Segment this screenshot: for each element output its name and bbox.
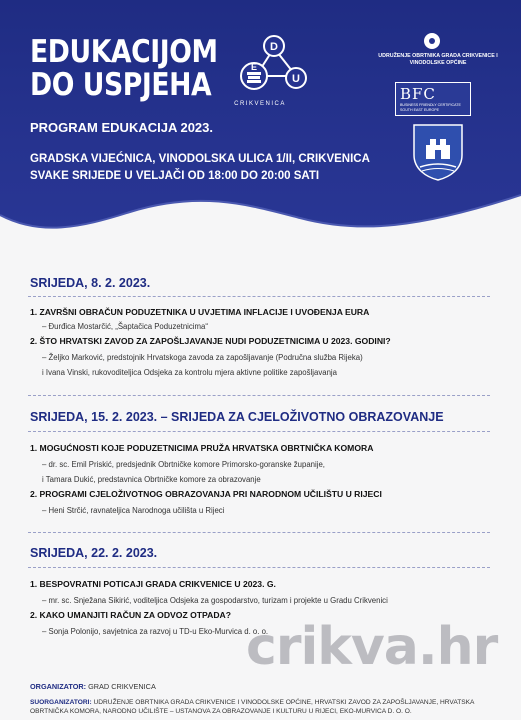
city-crest-icon (412, 123, 464, 181)
session-1-item-2-title: 2. ŠTO HRVATSKI ZAVOD ZA ZAPOŠLJAVANJE NUDI PODUZETNICIMA U 2023. GODINI? (30, 336, 391, 346)
session-3-item-1-title: 1. BESPOVRATNI POTICAJI GRADA CRIKVENICE U 2023. G. (30, 579, 276, 589)
title-line-2: DO USPJEHA (30, 67, 212, 103)
program-subtitle: PROGRAM EDUKACIJA 2023. (30, 120, 214, 135)
divider (28, 296, 490, 297)
divider (28, 532, 490, 533)
title-line-1: EDUKACIJOM (30, 34, 218, 70)
location-schedule: SVAKE SRIJEDE U VELJAČI OD 18:00 DO 20:00 SATI (30, 170, 320, 182)
session-1-item-1-speaker: – Đurđica Mostarčić, „Šaptačica Poduzetnicima“ (42, 322, 208, 331)
session-3-item-2-title: 2. KAKO UMANJITI RAČUN ZA ODVOZ OTPADA? (30, 610, 231, 620)
session-date-3: SRIJEDA, 22. 2. 2023. (30, 546, 158, 560)
logo-letter-u: U (292, 73, 300, 85)
event-title (30, 36, 218, 102)
session-1-item-2-speaker: – Željko Marković, predstojnik Hrvatskoga zavoda za zapošljavanje (Područna služba Rijeka) (42, 353, 363, 362)
session-2-item-1-title: 1. MOGUĆNOSTI KOJE PODUZETNICIMA PRUŽA HRVATSKA OBRTNIČKA KOMORA (30, 443, 374, 453)
session-date-1: SRIJEDA, 8. 2. 2023. (30, 276, 151, 290)
logo-letter-e: E (250, 62, 258, 72)
session-1-item-1-title: 1. ZAVRŠNI OBRAČUN PODUZETNIKA U UVJETIMA INFLACIJE I UVOĐENJA EURA (30, 307, 370, 317)
coorganizers-label: SUORGANIZATORI: (30, 699, 92, 706)
session-2-item-2-speaker: – Heni Strčić, ravnateljica Narodnoga učilišta u Rijeci (42, 506, 225, 515)
session-3-item-1-speaker: – mr. sc. Snježana Sikirić, voditeljica Odsjeka za gospodarstvo, turizam i projekte u Gradu Crikvenici (42, 596, 388, 605)
organizer-label: ORGANIZATOR: (30, 682, 87, 691)
association-name: UDRUŽENJE OBRTNIKA GRADA CRIKVENICE I VINODOLSKE OPĆINE (378, 53, 498, 66)
watermark: crikva.hr (246, 617, 498, 677)
session-2-item-1-speaker-cont: i Tamara Dukić, predstavnica Obrtničke komore za obrazovanje (42, 475, 261, 484)
edu-molecule-logo (230, 32, 322, 104)
logo-caption: CRIKVENICA (234, 101, 286, 107)
divider (28, 431, 490, 432)
bfc-logo-text: BFC (400, 85, 436, 103)
association-logo-icon (424, 33, 440, 49)
organizer-line (30, 682, 156, 691)
divider (28, 395, 490, 396)
location-address: GRADSKA VIJEĆNICA, VINODOLSKA ULICA 1/II, CRIKVENICA (30, 153, 370, 165)
organizer-name: GRAD CRIKVENICA (88, 682, 156, 691)
location-info (30, 151, 370, 185)
bfc-logo (395, 82, 471, 116)
session-3-item-2-speaker: – Sonja Polonijo, savjetnica za razvoj u TD-u Eko-Murvica d. o. o. (42, 627, 269, 636)
coorganizers-list: UDRUŽENJE OBRTNIKA GRADA CRIKVENICE I VINODOLSKE OPĆINE, HRVATSKI ZAVOD ZA ZAPOŠLJAVANJE, HRVATSKA OBRTNIČKA KOMORA, NARODNO UČILIŠTE – USTANOVA ZA OBRAZOVANJE I KULTURU U RIJECI, EKO-MURVICA D. O. O. (30, 699, 475, 715)
logo-letter-d: D (270, 41, 278, 53)
header-banner (0, 0, 521, 262)
bfc-logo-subtitle: BUSINESS FRIENDLY CERTIFICATE SOUTH EAST EUROPE (400, 103, 461, 112)
coorganizers-block (30, 698, 495, 716)
session-1-item-2-speaker-cont: i Ivana Vinski, rukovoditeljica Odsjeka za kontrolu mjera aktivne politike zapošljavanja (42, 368, 337, 377)
session-2-item-2-title: 2. PROGRAMI CJELOŽIVOTNOG OBRAZOVANJA PRI NARODNOM UČILIŠTU U RIJECI (30, 489, 382, 499)
session-date-2: SRIJEDA, 15. 2. 2023. – SRIJEDA ZA CJELOŽIVOTNO OBRAZOVANJE (30, 410, 444, 424)
divider (28, 567, 490, 568)
session-2-item-1-speaker: – dr. sc. Emil Priskić, predsjednik Obrtničke komore Primorsko-goranske županije, (42, 460, 325, 469)
